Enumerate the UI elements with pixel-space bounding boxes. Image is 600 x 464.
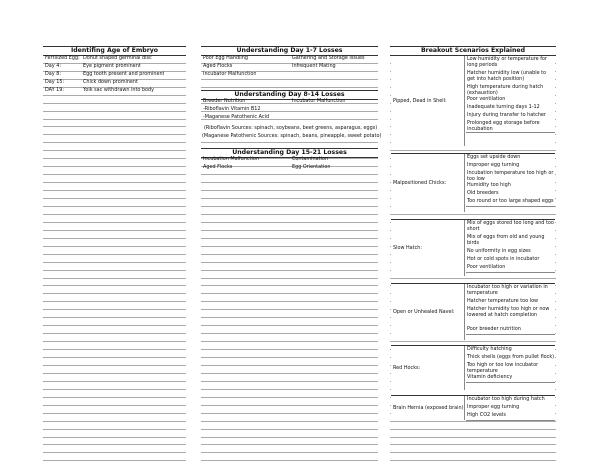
embryo-description: Chick down prominent (83, 78, 138, 85)
loss-cause: -Riboflavin Vitamin B12 (203, 105, 261, 112)
breakout-cause: Eggs set upside down (466, 154, 555, 163)
breakout-cause: Improper egg turning (466, 404, 555, 413)
breakout-title: Breakout Scenarios Explained (390, 47, 556, 56)
breakout-cause: Vitamin deficiency (466, 374, 555, 383)
breakout-cause: High temperature during hatch (exhaustion) (466, 84, 555, 97)
riboflavin-note: (Riboflavin Sources: spinach, soybeans, beet greens, asparagus, eggs) (204, 125, 378, 131)
loss-cause: Breeder Nutrition (203, 97, 246, 104)
breakout-scenario-label: Brain Hernia (exposed brain): (393, 405, 466, 411)
loss-cause: Egg Orientation (292, 163, 331, 170)
loss-cause: Incubator Malfunction (292, 97, 346, 104)
loss-cause: Gathering and Storage Issues (292, 54, 365, 61)
breakout-cause: Old breeders (466, 190, 555, 199)
grid-row (201, 452, 378, 461)
embryo-row (43, 87, 186, 95)
embryo-description: Yolk sac withdrawn into body (83, 86, 155, 93)
breakout-cause: Mix of eggs from old and young birds (466, 234, 555, 249)
breakout-cause: Incubation temperature too high or too low (467, 170, 554, 182)
loss-cause: Incubation Malfunction (203, 155, 259, 162)
breakout-scenario-label: Open or Unhealed Navel: (393, 309, 455, 315)
loss-row (201, 106, 378, 114)
breakout-group (391, 283, 555, 340)
loss-row (201, 156, 378, 164)
loss-row (201, 55, 378, 63)
breakout-cause: Hatcher humidity too high or now lowered at hatch completion (466, 306, 555, 327)
loss-cause: Infrequent Mating (292, 62, 336, 69)
embryo-day: Day 4: (45, 62, 61, 69)
breakout-cause: Hot or cold spots in incubator (466, 256, 555, 265)
breakout-group (391, 219, 555, 276)
breakout-cause: Poor breeder nutrition (466, 326, 555, 335)
embryo-day: Day 8: (45, 70, 61, 77)
loss-cause: -Maganese Patothenic Acid (203, 113, 270, 120)
breakout-cause: Poor ventilation (466, 96, 555, 105)
breakout-group (391, 55, 555, 146)
breakout-scenario-label: Malpositioned Chicks: (393, 180, 447, 186)
breakout-cause: Hatcher humidity low (unable to get into hatch position) (466, 70, 555, 85)
column-divider (464, 396, 465, 420)
nutrition-notes (201, 125, 382, 140)
embryo-age-title: Identifing Age of Embryo (43, 47, 186, 56)
breakout-cause: Improper egg turning (466, 162, 555, 171)
breakout-cause: High CO2 levels (466, 412, 555, 421)
breakout-scenario-label: Red Hocks: (393, 365, 421, 371)
embryo-description: Egg tooth present and prominent (83, 70, 165, 77)
grid-row (390, 452, 556, 461)
loss-row (201, 63, 378, 71)
embryo-row (43, 71, 186, 79)
breakout-cause: Prolonged egg storage before incubation (466, 120, 555, 133)
column-divider (464, 284, 465, 340)
loss-cause: Poor Egg Handling (203, 54, 248, 61)
breakout-cause: Poor ventilation (466, 264, 555, 273)
breakout-group (391, 153, 555, 212)
breakout-panel (390, 46, 556, 418)
breakout-cause: No uniformity in egg sizes (466, 248, 555, 257)
embryo-row (43, 63, 186, 71)
loss-cause: Contamination (292, 155, 329, 162)
column-divider (464, 154, 465, 212)
embryo-description: Eye pigment prominent (83, 62, 141, 69)
loss-row (201, 71, 378, 79)
breakout-cause: Difficulty hatching (466, 346, 555, 355)
loss-row (201, 164, 378, 172)
breakout-cause: Hatcher temperature too low (466, 298, 555, 307)
loss-row (201, 98, 378, 106)
embryo-row (43, 55, 186, 63)
loss-cause: Aged Flocks (203, 163, 233, 170)
breakout-cause: Too round or too large shaped eggs (466, 198, 555, 207)
breakout-cause: Injury during transfer to hatcher (466, 112, 555, 121)
breakout-cause: Incubator too high during hatch (466, 396, 555, 405)
embryo-description: Donut shaped germinal disc (83, 54, 152, 61)
embryo-day: Fertilized Egg: (45, 54, 80, 61)
embryo-age-panel (43, 46, 186, 93)
breakout-scenario-label: Pipped, Dead in Shell: (393, 98, 447, 104)
breakout-cause: Incubator too high or variation in temperature (466, 284, 555, 299)
breakout-cause: Mix of eggs stored too long and too short (466, 220, 555, 235)
loss-row (201, 114, 378, 122)
embryo-row (43, 79, 186, 87)
losses-panel (201, 46, 382, 170)
column-divider (464, 346, 465, 390)
losses-15-21-title: Understanding Day 15-21 Losses (201, 148, 378, 158)
embryo-day: DAY 19: (45, 86, 65, 93)
breakout-group (391, 395, 555, 420)
column-divider (464, 220, 465, 276)
embryo-day: Day 15: (45, 78, 65, 85)
losses-1-7-title: Understanding Day 1-7 Losses (201, 47, 378, 56)
breakout-group (391, 345, 555, 390)
loss-cause: Incubator Malfunction (203, 70, 257, 77)
breakout-cause: Inadequate turning days 1-12 (466, 104, 555, 113)
losses-8-14-title: Understanding Day 8-14 Losses (201, 90, 378, 100)
breakout-scenario-label: Slow Hatch: (393, 245, 423, 251)
breakout-cause: Too high or too low incubator temperature (466, 362, 555, 375)
maganese-note: (Maganese Patothenic Sources: spinach, beans, pineapple, sweet potato) (202, 132, 382, 139)
loss-cause: Aged Flocks (203, 62, 233, 69)
breakout-cause: Humidity too high (466, 182, 555, 191)
breakout-cause: Thick shells (eggs from pullet flock) (466, 354, 555, 363)
grid-row (43, 452, 186, 461)
column-divider (464, 56, 465, 146)
breakout-cause: Low humidity or temperature for long periods (466, 56, 555, 71)
